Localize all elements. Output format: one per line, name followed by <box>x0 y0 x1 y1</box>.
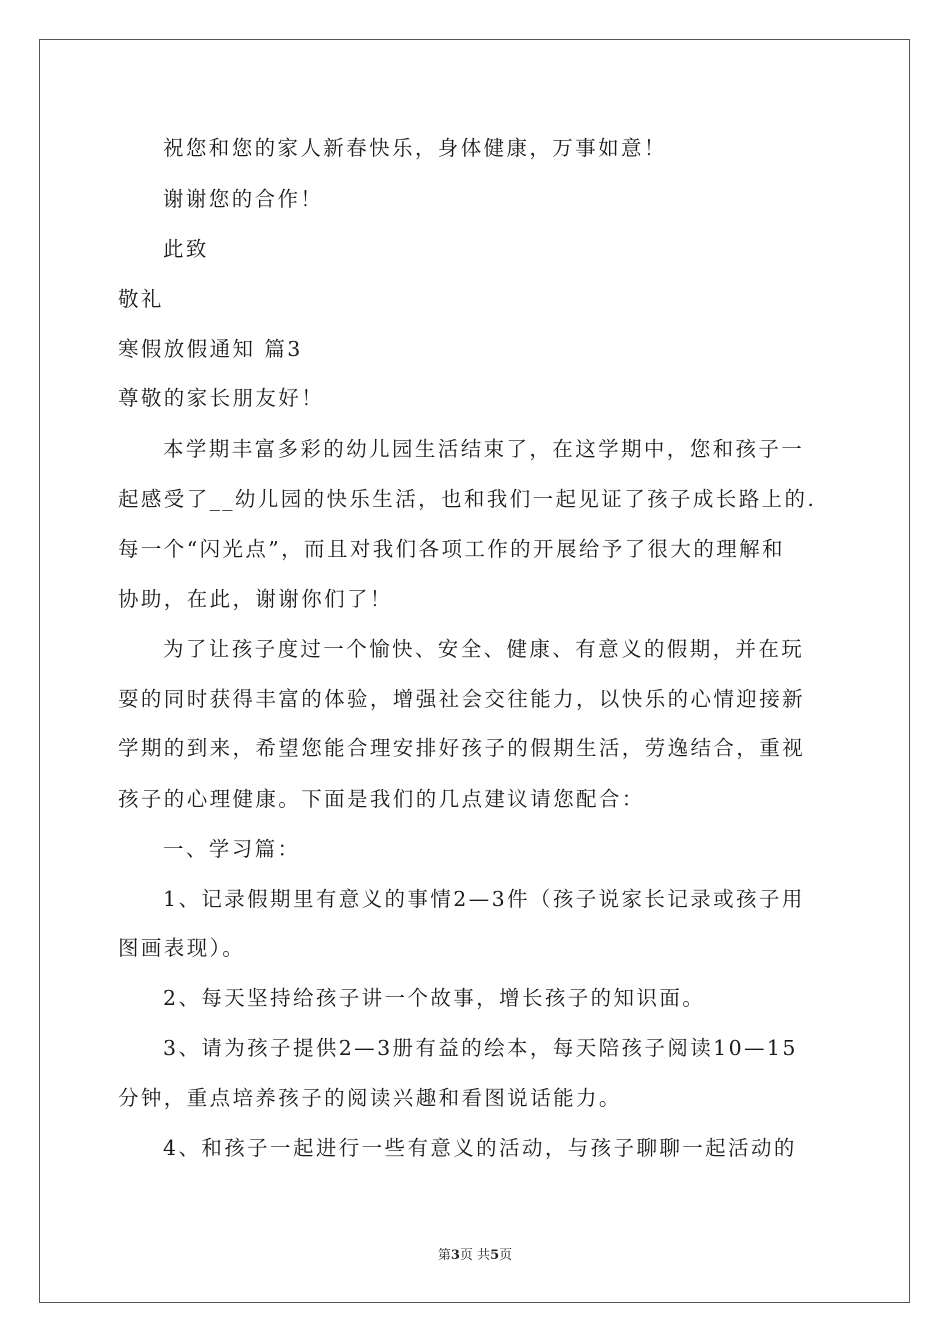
page-mid: 页 共 <box>459 1248 491 1263</box>
page-footer <box>0 1247 950 1265</box>
section-heading: 寒假放假通知 篇3 <box>118 337 303 361</box>
paragraph-line: 本学期丰富多彩的幼儿园生活结束了，在这学期中，您和孩子一 <box>163 437 805 461</box>
list-item: 1、记录假期里有意义的事情2—3件（孩子说家长记录或孩子用 <box>163 887 805 911</box>
list-item-continuation: 图画表现）。 <box>118 936 246 960</box>
page-total: 5 <box>490 1248 500 1263</box>
text-line-thanks: 谢谢您的合作！ <box>163 187 324 211</box>
page-prefix: 第 <box>437 1248 451 1263</box>
page-suffix: 页 <box>499 1248 513 1263</box>
paragraph-line: 为了让孩子度过一个愉快、安全、健康、有意义的假期，并在玩 <box>163 637 805 661</box>
text-line-regards: 敬礼 <box>118 287 164 311</box>
paragraph-line: 孩子的心理健康。下面是我们的几点建议请您配合： <box>118 787 645 811</box>
paragraph-line: 协助，在此，谢谢你们了！ <box>118 587 393 611</box>
text-line-addressee: 尊敬的家长朋友好！ <box>118 386 325 410</box>
page-current: 3 <box>450 1248 460 1263</box>
paragraph-line: 耍的同时获得丰富的体验，增强社会交往能力，以快乐的心情迎接新 <box>118 687 805 711</box>
text-line-salutation: 此致 <box>163 237 209 261</box>
text-line-greeting: 祝您和您的家人新春快乐，身体健康，万事如意！ <box>163 136 667 160</box>
paragraph-line: 每一个“闪光点”，而且对我们各项工作的开展给予了很大的理解和 <box>118 537 785 561</box>
list-item: 4、和孩子一起进行一些有意义的活动，与孩子聊聊一起活动的 <box>163 1136 797 1160</box>
list-item: 2、每天坚持给孩子讲一个故事，增长孩子的知识面。 <box>163 986 706 1010</box>
page-border <box>39 39 910 1303</box>
list-item: 3、请为孩子提供2—3册有益的绘本，每天陪孩子阅读10—15 <box>163 1036 798 1060</box>
list-item-continuation: 分钟，重点培养孩子的阅读兴趣和看图说话能力。 <box>118 1086 622 1110</box>
paragraph-line: 学期的到来，希望您能合理安排好孩子的假期生活，劳逸结合，重视 <box>118 736 805 760</box>
subsection-heading: 一、学习篇： <box>163 837 301 861</box>
paragraph-line: 起感受了__幼儿园的快乐生活，也和我们一起见证了孩子成长路上的. <box>118 487 817 511</box>
